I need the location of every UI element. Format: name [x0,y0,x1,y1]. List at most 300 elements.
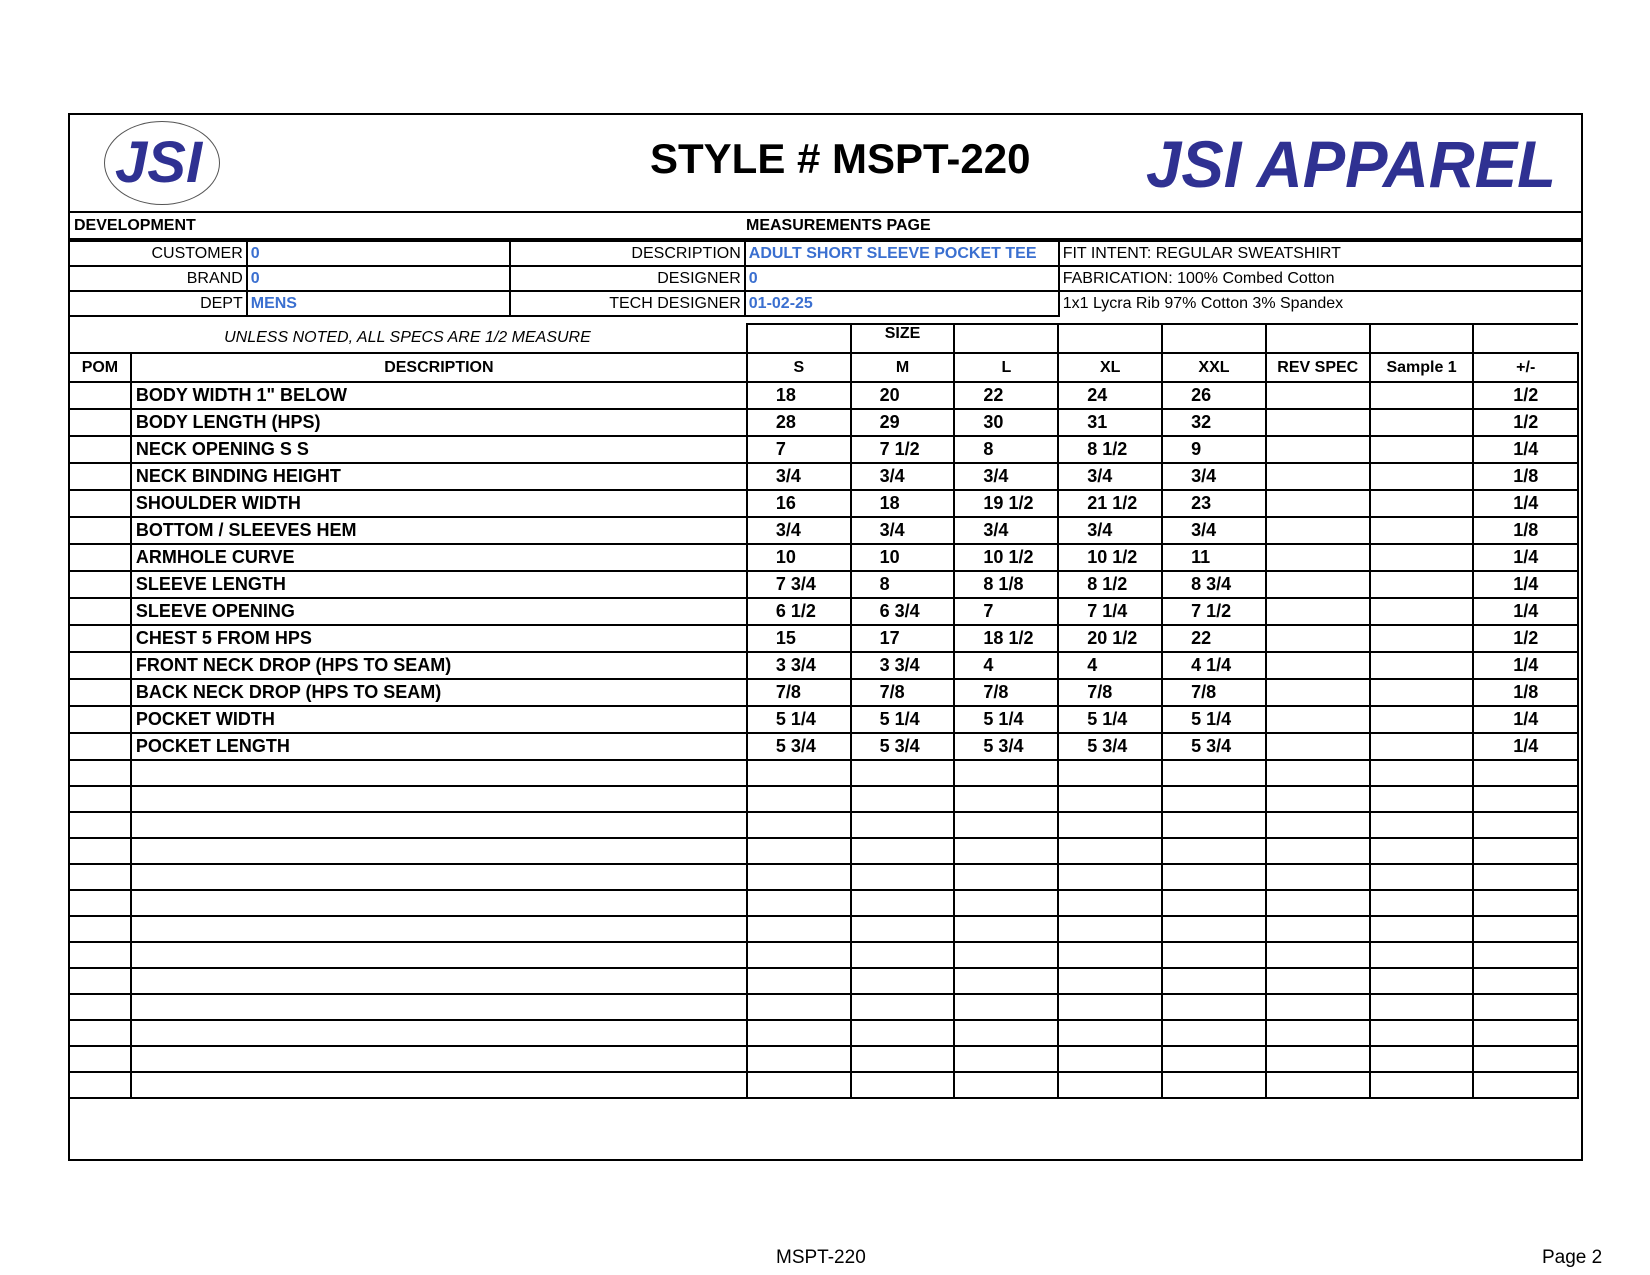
empty-cell [747,942,851,968]
size-xxl-cell: 7/8 [1162,679,1266,706]
rev-spec-cell [1266,598,1370,625]
size-xxl-cell: 32 [1162,409,1266,436]
empty-cell [1473,1046,1578,1072]
empty-row [69,890,1578,916]
empty-cell [954,864,1058,890]
empty-cell [1370,942,1474,968]
size-s-cell: 28 [747,409,851,436]
designer-label: DESIGNER [510,266,745,291]
empty-cell [1473,968,1578,994]
empty-cell [131,890,747,916]
pom-cell [69,679,131,706]
size-l-cell: 5 3/4 [954,733,1058,760]
pom-cell [69,598,131,625]
size-m-cell: 20 [851,382,955,409]
description-value: ADULT SHORT SLEEVE POCKET TEE [745,241,1059,266]
empty-cell [747,1020,851,1046]
empty-cell [1058,1020,1162,1046]
pom-cell [69,436,131,463]
size-l-cell: 18 1/2 [954,625,1058,652]
size-l-cell: 7 [954,598,1058,625]
rev-spec-cell [1266,409,1370,436]
empty-cell [131,1046,747,1072]
size-xxl-cell: 7 1/2 [1162,598,1266,625]
tolerance-cell: 1/4 [1473,598,1578,625]
pom-cell [69,463,131,490]
empty-cell [1162,786,1266,812]
sample-1-cell [1370,544,1474,571]
size-xxl-cell: 3/4 [1162,517,1266,544]
rev-spec-cell [1266,436,1370,463]
empty-cell [69,864,131,890]
empty-cell [1058,968,1162,994]
size-s-cell: 3/4 [747,463,851,490]
empty-cell [954,994,1058,1020]
rev-spec-cell [1266,571,1370,598]
description-cell: CHEST 5 FROM HPS [131,625,747,652]
tolerance-cell: 1/4 [1473,706,1578,733]
sample-1-cell [1370,598,1474,625]
rev-spec-cell [1266,490,1370,517]
size-xl-cell: 24 [1058,382,1162,409]
description-cell: BODY LENGTH (HPS) [131,409,747,436]
size-s-cell: 3 3/4 [747,652,851,679]
blank-cell [1162,324,1266,353]
size-xl-cell: 8 1/2 [1058,436,1162,463]
brand-label: BRAND [70,266,247,291]
col-header-sample-1: Sample 1 [1370,353,1474,382]
empty-cell [954,1046,1058,1072]
empty-cell [1162,1072,1266,1098]
empty-cell [747,864,851,890]
pom-cell [69,706,131,733]
brand-name: JSI APPAREL [1146,129,1556,199]
size-xl-cell: 7 1/4 [1058,598,1162,625]
size-s-cell: 10 [747,544,851,571]
measurements-page-label: MEASUREMENTS PAGE [746,217,931,234]
empty-cell [1058,916,1162,942]
empty-cell [851,1020,955,1046]
empty-cell [1473,1020,1578,1046]
size-l-cell: 7/8 [954,679,1058,706]
description-cell: BOTTOM / SLEEVES HEM [131,517,747,544]
empty-cell [1162,916,1266,942]
empty-cell [131,994,747,1020]
table-row [69,490,1578,517]
info-row-customer [70,241,1581,266]
sample-1-cell [1370,571,1474,598]
size-m-cell: 7 1/2 [851,436,955,463]
customer-value: 0 [247,241,510,266]
pom-cell [69,490,131,517]
empty-cell [1162,890,1266,916]
empty-cell [954,812,1058,838]
empty-cell [1370,864,1474,890]
dept-label: DEPT [70,291,247,316]
empty-cell [69,916,131,942]
size-m-cell: 7/8 [851,679,955,706]
description-cell: SLEEVE OPENING [131,598,747,625]
empty-cell [954,760,1058,786]
empty-cell [1473,942,1578,968]
note-row [69,324,1578,353]
empty-cell [851,760,955,786]
empty-cell [851,838,955,864]
size-xl-cell: 21 1/2 [1058,490,1162,517]
pom-cell [69,652,131,679]
empty-row [69,864,1578,890]
size-s-cell: 5 1/4 [747,706,851,733]
tolerance-cell: 1/4 [1473,490,1578,517]
empty-cell [954,942,1058,968]
sample-1-cell [1370,706,1474,733]
empty-row [69,812,1578,838]
size-xl-cell: 7/8 [1058,679,1162,706]
blank-cell [747,324,851,353]
empty-cell [1370,838,1474,864]
empty-cell [851,916,955,942]
empty-cell [1266,942,1370,968]
empty-cell [747,890,851,916]
col-header-xl: XL [1058,353,1162,382]
empty-cell [1162,812,1266,838]
empty-cell [1473,812,1578,838]
empty-cell [1370,1046,1474,1072]
jsi-logo [104,121,220,205]
empty-cell [851,994,955,1020]
empty-cell [1162,1046,1266,1072]
size-xxl-cell: 26 [1162,382,1266,409]
table-row [69,733,1578,760]
size-m-cell: 3/4 [851,463,955,490]
blank-cell [954,324,1058,353]
tolerance-cell: 1/4 [1473,652,1578,679]
measurement-table [68,323,1579,1099]
empty-cell [69,1046,131,1072]
empty-cell [1370,890,1474,916]
size-s-cell: 5 3/4 [747,733,851,760]
size-s-cell: 7 [747,436,851,463]
brand-value: 0 [247,266,510,291]
empty-cell [1266,864,1370,890]
pom-cell [69,544,131,571]
pom-cell [69,733,131,760]
empty-cell [747,760,851,786]
fabrication: FABRICATION: 100% Combed Cotton [1059,266,1581,291]
rev-spec-cell [1266,544,1370,571]
col-header-pom: POM [69,353,131,382]
col-header-tolerance: +/- [1473,353,1578,382]
empty-cell [747,786,851,812]
column-header-row [69,353,1578,382]
empty-row [69,994,1578,1020]
empty-cell [954,1072,1058,1098]
empty-row [69,1046,1578,1072]
empty-cell [1162,942,1266,968]
empty-cell [1266,1020,1370,1046]
empty-cell [1162,864,1266,890]
empty-cell [954,1020,1058,1046]
empty-cell [69,994,131,1020]
empty-cell [131,786,747,812]
blank-cell [1473,324,1578,353]
size-m-cell: 8 [851,571,955,598]
empty-cell [131,864,747,890]
size-m-cell: 5 3/4 [851,733,955,760]
empty-cell [851,786,955,812]
fit-intent: FIT INTENT: REGULAR SWEATSHIRT [1059,241,1581,266]
size-xl-cell: 10 1/2 [1058,544,1162,571]
size-l-cell: 19 1/2 [954,490,1058,517]
empty-row [69,1072,1578,1098]
empty-cell [131,1072,747,1098]
empty-cell [69,890,131,916]
size-l-cell: 3/4 [954,463,1058,490]
empty-cell [131,812,747,838]
empty-cell [69,786,131,812]
empty-cell [131,838,747,864]
empty-cell [851,890,955,916]
description-cell: NECK BINDING HEIGHT [131,463,747,490]
sample-1-cell [1370,409,1474,436]
empty-cell [1266,786,1370,812]
sample-1-cell [1370,625,1474,652]
size-s-cell: 3/4 [747,517,851,544]
size-m-cell: 17 [851,625,955,652]
size-xxl-cell: 9 [1162,436,1266,463]
development-label: DEVELOPMENT [74,217,196,234]
table-row [69,436,1578,463]
description-cell: BACK NECK DROP (HPS TO SEAM) [131,679,747,706]
empty-cell [1473,1072,1578,1098]
empty-cell [1162,994,1266,1020]
rev-spec-cell [1266,652,1370,679]
empty-cell [954,968,1058,994]
empty-row [69,838,1578,864]
description-cell: POCKET LENGTH [131,733,747,760]
empty-cell [954,838,1058,864]
empty-cell [747,812,851,838]
style-title: STYLE # MSPT-220 [650,135,1031,182]
rev-spec-cell [1266,625,1370,652]
tolerance-cell: 1/4 [1473,544,1578,571]
empty-cell [1058,864,1162,890]
empty-cell [954,916,1058,942]
empty-cell [1473,786,1578,812]
empty-cell [851,942,955,968]
rev-spec-cell [1266,733,1370,760]
rev-spec-cell [1266,517,1370,544]
sample-1-cell [1370,733,1474,760]
empty-cell [851,1046,955,1072]
empty-cell [1266,916,1370,942]
rev-spec-cell [1266,463,1370,490]
size-xxl-cell: 23 [1162,490,1266,517]
empty-cell [747,838,851,864]
size-xl-cell: 4 [1058,652,1162,679]
pom-cell [69,517,131,544]
jsi-logo-icon [113,134,213,190]
table-row [69,571,1578,598]
size-xl-cell: 8 1/2 [1058,571,1162,598]
pom-cell [69,409,131,436]
size-s-cell: 7/8 [747,679,851,706]
tolerance-cell: 1/2 [1473,625,1578,652]
table-row [69,598,1578,625]
col-header-rev-spec: REV SPEC [1266,353,1370,382]
description-cell: SHOULDER WIDTH [131,490,747,517]
size-m-cell: 10 [851,544,955,571]
col-header-m: M [851,353,955,382]
empty-cell [1058,994,1162,1020]
description-cell: NECK OPENING S S [131,436,747,463]
col-header-l: L [954,353,1058,382]
sample-1-cell [1370,436,1474,463]
size-xxl-cell: 22 [1162,625,1266,652]
size-xxl-cell: 8 3/4 [1162,571,1266,598]
size-l-cell: 4 [954,652,1058,679]
svg-text:JSI: JSI [115,134,203,190]
spec-sheet [68,113,1583,1161]
tech-designer-label: TECH DESIGNER [510,291,745,316]
tolerance-cell: 1/8 [1473,679,1578,706]
empty-cell [954,786,1058,812]
table-row [69,463,1578,490]
empty-cell [1058,1072,1162,1098]
size-m-cell: 6 3/4 [851,598,955,625]
size-xxl-cell: 11 [1162,544,1266,571]
empty-cell [1473,838,1578,864]
info-row-dept [70,291,1581,316]
footer-page-number: Page 2 [1542,1247,1603,1268]
empty-cell [1058,1046,1162,1072]
empty-cell [69,968,131,994]
rev-spec-cell [1266,382,1370,409]
empty-cell [1473,864,1578,890]
empty-cell [69,760,131,786]
table-row [69,706,1578,733]
blank-cell [1370,324,1474,353]
info-row-brand [70,266,1581,291]
empty-cell [1058,812,1162,838]
size-m-cell: 18 [851,490,955,517]
col-header-xxl: XXL [1162,353,1266,382]
empty-cell [1266,1046,1370,1072]
size-m-cell: 5 1/4 [851,706,955,733]
empty-cell [69,838,131,864]
description-cell: FRONT NECK DROP (HPS TO SEAM) [131,652,747,679]
tolerance-cell: 1/4 [1473,733,1578,760]
empty-cell [1473,916,1578,942]
empty-cell [69,942,131,968]
empty-row [69,1020,1578,1046]
empty-cell [1266,994,1370,1020]
size-l-cell: 8 1/8 [954,571,1058,598]
description-cell: BODY WIDTH 1" BELOW [131,382,747,409]
empty-cell [1162,968,1266,994]
empty-cell [1266,760,1370,786]
size-s-cell: 16 [747,490,851,517]
empty-cell [131,1020,747,1046]
empty-cell [1266,812,1370,838]
empty-row [69,916,1578,942]
empty-cell [747,916,851,942]
table-row [69,652,1578,679]
size-xxl-cell: 3/4 [1162,463,1266,490]
rev-spec-cell [1266,679,1370,706]
empty-cell [851,1072,955,1098]
size-s-cell: 7 3/4 [747,571,851,598]
size-xxl-cell: 5 1/4 [1162,706,1266,733]
empty-cell [131,760,747,786]
empty-cell [69,1072,131,1098]
col-header-s: S [747,353,851,382]
sample-1-cell [1370,490,1474,517]
empty-cell [1266,890,1370,916]
size-m-cell: 3 3/4 [851,652,955,679]
size-xl-cell: 5 3/4 [1058,733,1162,760]
empty-cell [851,968,955,994]
size-l-cell: 22 [954,382,1058,409]
tolerance-cell: 1/2 [1473,409,1578,436]
sheet-header [70,115,1581,213]
dept-value: MENS [247,291,510,316]
empty-cell [954,890,1058,916]
empty-cell [69,812,131,838]
rev-spec-cell [1266,706,1370,733]
empty-cell [1266,1072,1370,1098]
size-s-cell: 18 [747,382,851,409]
empty-cell [747,994,851,1020]
size-xxl-cell: 4 1/4 [1162,652,1266,679]
empty-cell [1370,812,1474,838]
tolerance-cell: 1/2 [1473,382,1578,409]
development-row [70,213,1581,240]
tolerance-cell: 1/4 [1473,571,1578,598]
tolerance-cell: 1/8 [1473,463,1578,490]
empty-row [69,942,1578,968]
size-l-cell: 8 [954,436,1058,463]
sample-1-cell [1370,382,1474,409]
empty-cell [1266,838,1370,864]
footer-style-code: MSPT-220 [776,1247,866,1268]
empty-cell [1162,838,1266,864]
empty-cell [851,812,955,838]
sample-1-cell [1370,463,1474,490]
empty-cell [1058,838,1162,864]
empty-cell [747,1072,851,1098]
empty-cell [1266,968,1370,994]
size-s-cell: 15 [747,625,851,652]
blank-cell [1266,324,1370,353]
pom-cell [69,571,131,598]
table-row [69,409,1578,436]
empty-cell [131,942,747,968]
description-label: DESCRIPTION [510,241,745,266]
sample-1-cell [1370,517,1474,544]
empty-cell [851,864,955,890]
size-l-cell: 30 [954,409,1058,436]
empty-cell [1162,760,1266,786]
size-m-cell: 29 [851,409,955,436]
tolerance-cell: 1/4 [1473,436,1578,463]
empty-row [69,968,1578,994]
table-row [69,625,1578,652]
sample-1-cell [1370,652,1474,679]
description-cell: POCKET WIDTH [131,706,747,733]
spec-note: UNLESS NOTED, ALL SPECS ARE 1/2 MEASURE [69,324,747,353]
description-cell: SLEEVE LENGTH [131,571,747,598]
